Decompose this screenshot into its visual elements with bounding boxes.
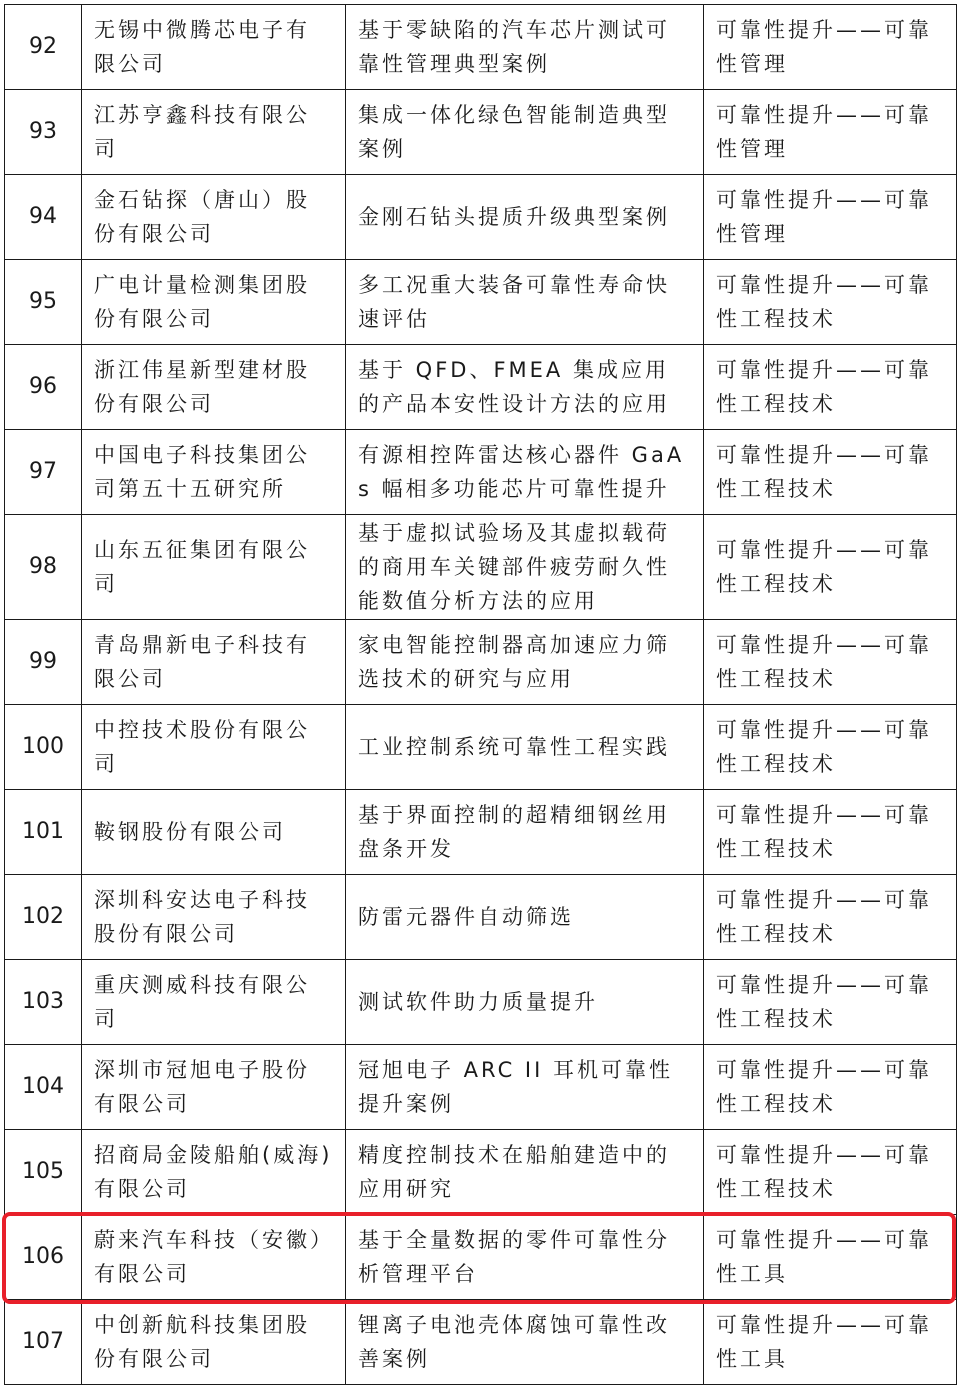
organization-cell: 中国电子科技集团公司第五十五研究所 [82, 430, 346, 515]
case-title-cell: 有源相控阵雷达核心器件 GaAs 幅相多功能芯片可靠性提升 [346, 430, 704, 515]
organization-cell: 鞍钢股份有限公司 [82, 790, 346, 875]
category-cell: 可靠性提升——可靠性工具 [704, 1215, 957, 1300]
row-number: 94 [5, 175, 82, 260]
table-row [5, 960, 957, 1045]
table-row [5, 430, 957, 515]
table-row [5, 515, 957, 620]
table-row [5, 705, 957, 790]
row-number: 92 [5, 5, 82, 90]
organization-cell: 江苏亨鑫科技有限公司 [82, 90, 346, 175]
table-row [5, 5, 957, 90]
category-cell: 可靠性提升——可靠性工程技术 [704, 960, 957, 1045]
row-number: 95 [5, 260, 82, 345]
case-title-cell: 基于界面控制的超精细钢丝用盘条开发 [346, 790, 704, 875]
organization-cell: 招商局金陵船舶(威海)有限公司 [82, 1130, 346, 1215]
row-number: 93 [5, 90, 82, 175]
table-row [5, 620, 957, 705]
row-number: 98 [5, 515, 82, 620]
row-number: 99 [5, 620, 82, 705]
table-row [5, 790, 957, 875]
category-cell: 可靠性提升——可靠性工程技术 [704, 260, 957, 345]
table-row [5, 345, 957, 430]
organization-cell: 浙江伟星新型建材股份有限公司 [82, 345, 346, 430]
row-number: 106 [5, 1215, 82, 1300]
row-number: 102 [5, 875, 82, 960]
category-cell: 可靠性提升——可靠性工程技术 [704, 1045, 957, 1130]
row-number: 107 [5, 1300, 82, 1385]
case-title-cell: 冠旭电子 ARC II 耳机可靠性提升案例 [346, 1045, 704, 1130]
organization-cell: 青岛鼎新电子科技有限公司 [82, 620, 346, 705]
category-cell: 可靠性提升——可靠性管理 [704, 5, 957, 90]
table-row [5, 1300, 957, 1385]
table-row [5, 1045, 957, 1130]
category-cell: 可靠性提升——可靠性工程技术 [704, 875, 957, 960]
case-title-cell: 基于虚拟试验场及其虚拟载荷的商用车关键部件疲劳耐久性能数值分析方法的应用 [346, 515, 704, 620]
organization-cell: 中创新航科技集团股份有限公司 [82, 1300, 346, 1385]
category-cell: 可靠性提升——可靠性工具 [704, 1300, 957, 1385]
organization-cell: 中控技术股份有限公司 [82, 705, 346, 790]
category-cell: 可靠性提升——可靠性工程技术 [704, 620, 957, 705]
table-row-highlighted [5, 1215, 957, 1300]
case-title-cell: 防雷元器件自动筛选 [346, 875, 704, 960]
row-number: 103 [5, 960, 82, 1045]
row-number: 104 [5, 1045, 82, 1130]
row-number: 101 [5, 790, 82, 875]
row-number: 96 [5, 345, 82, 430]
row-number: 105 [5, 1130, 82, 1215]
organization-cell: 重庆测威科技有限公司 [82, 960, 346, 1045]
case-list-table [4, 4, 957, 1385]
organization-cell: 山东五征集团有限公司 [82, 515, 346, 620]
organization-cell: 金石钻探（唐山）股份有限公司 [82, 175, 346, 260]
case-title-cell: 锂离子电池壳体腐蚀可靠性改善案例 [346, 1300, 704, 1385]
organization-cell: 深圳市冠旭电子股份有限公司 [82, 1045, 346, 1130]
case-title-cell: 家电智能控制器高加速应力筛选技术的研究与应用 [346, 620, 704, 705]
category-cell: 可靠性提升——可靠性管理 [704, 175, 957, 260]
category-cell: 可靠性提升——可靠性工程技术 [704, 1130, 957, 1215]
case-title-cell: 基于全量数据的零件可靠性分析管理平台 [346, 1215, 704, 1300]
category-cell: 可靠性提升——可靠性工程技术 [704, 430, 957, 515]
case-title-cell: 多工况重大装备可靠性寿命快速评估 [346, 260, 704, 345]
organization-cell: 广电计量检测集团股份有限公司 [82, 260, 346, 345]
case-title-cell: 基于零缺陷的汽车芯片测试可靠性管理典型案例 [346, 5, 704, 90]
organization-cell: 蔚来汽车科技（安徽）有限公司 [82, 1215, 346, 1300]
table-row [5, 1130, 957, 1215]
table-row [5, 875, 957, 960]
case-title-cell: 基于 QFD、FMEA 集成应用的产品本安性设计方法的应用 [346, 345, 704, 430]
row-number: 100 [5, 705, 82, 790]
case-title-cell: 金刚石钻头提质升级典型案例 [346, 175, 704, 260]
category-cell: 可靠性提升——可靠性工程技术 [704, 345, 957, 430]
category-cell: 可靠性提升——可靠性工程技术 [704, 790, 957, 875]
row-number: 97 [5, 430, 82, 515]
case-title-cell: 集成一体化绿色智能制造典型案例 [346, 90, 704, 175]
case-title-cell: 工业控制系统可靠性工程实践 [346, 705, 704, 790]
category-cell: 可靠性提升——可靠性工程技术 [704, 705, 957, 790]
category-cell: 可靠性提升——可靠性工程技术 [704, 515, 957, 620]
table-row [5, 90, 957, 175]
category-cell: 可靠性提升——可靠性管理 [704, 90, 957, 175]
organization-cell: 无锡中微腾芯电子有限公司 [82, 5, 346, 90]
table-row [5, 175, 957, 260]
case-title-cell: 测试软件助力质量提升 [346, 960, 704, 1045]
case-title-cell: 精度控制技术在船舶建造中的应用研究 [346, 1130, 704, 1215]
table-row [5, 260, 957, 345]
organization-cell: 深圳科安达电子科技股份有限公司 [82, 875, 346, 960]
